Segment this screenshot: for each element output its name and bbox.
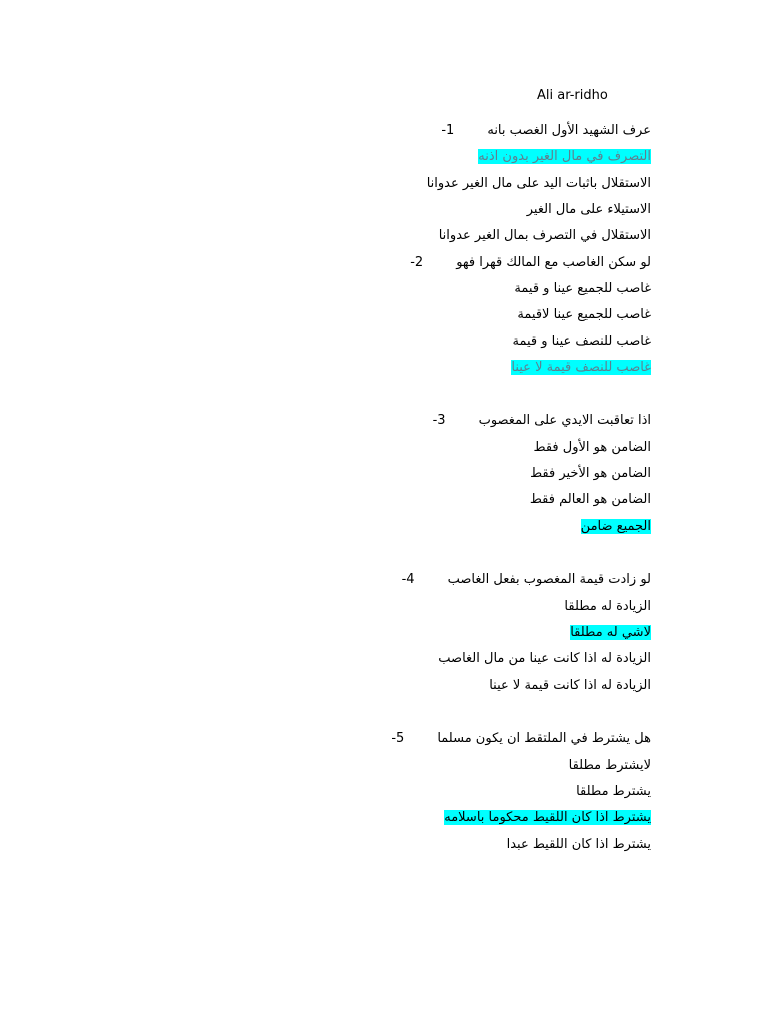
answer-option [527,201,651,218]
answer-text: الضامن هو العالم فقط [529,492,651,507]
answer-option [570,624,651,641]
answer-option [444,809,651,826]
answer-text: الاستقلال في التصرف بمال الغير عدوانا [438,228,651,243]
question-text: اذا تعاقبت الايدي على المغصوب [478,413,651,428]
author-name: Ali ar-ridho [537,88,608,103]
answer-option [576,783,651,800]
highlighted-answer: يشترط اذا كان اللقيط محكوما باسلامه [444,810,651,825]
answer-text: يشترط مطلقا [576,784,651,799]
answer-text: يشترط اذا كان اللقيط عبدا [506,837,651,852]
answer-text: الزيادة له اذا كانت قيمة لا عينا [489,678,651,693]
answer-option [489,677,651,694]
question-number: -1 [441,123,455,138]
question-number: -5 [391,731,405,746]
question-text: عرف الشهيد الأول الغصب بانه [487,123,651,138]
answer-option [439,227,651,244]
answer-text: الضامن هو الأول فقط [533,440,651,455]
question-number: -2 [410,255,424,270]
question-5 [391,730,651,747]
answer-option [514,280,651,297]
answer-option [581,518,651,535]
highlighted-answer: التصرف في مال الغير بدون اذنه [478,149,651,164]
answer-option [517,306,651,323]
answer-text: الضامن هو الأخير فقط [530,466,651,481]
question-4 [402,571,651,588]
answer-option [438,650,651,667]
question-3 [433,412,651,429]
highlighted-answer: غاصب للنصف قيمة لا عينا [511,360,651,375]
answer-option [530,491,651,508]
answer-option [569,757,651,774]
question-text: هل يشترط في الملتقط ان يكون مسلما [437,731,651,746]
highlighted-answer: لاشي له مطلقا [570,625,651,640]
question-text: لو سكن الغاصب مع المالك قهرا فهو [456,255,651,270]
answer-option [530,465,651,482]
question-text: لو زادت قيمة المغصوب بفعل الغاصب [447,572,651,587]
answer-text: الاستيلاء على مال الغير [526,202,651,217]
answer-text: غاصب للجميع عينا و قيمة [514,281,651,296]
answer-option [478,148,651,165]
answer-text: غاصب للجميع عينا لاقيمة [517,307,651,322]
question-2 [410,254,651,271]
question-number: -3 [432,413,446,428]
answer-option [564,598,651,615]
answer-option [513,333,651,350]
answer-option [427,175,651,192]
answer-text: الاستقلال باثبات اليد على مال الغير عدوانا [426,176,651,191]
answer-text: الزيادة له مطلقا [564,599,651,614]
answer-text: غاصب للنصف عينا و قيمة [512,334,651,349]
answer-option [533,439,651,456]
answer-option [507,836,651,853]
highlighted-answer: الجميع ضامن [580,519,651,534]
answer-text: لايشترط مطلقا [568,758,651,773]
answer-text: الزيادة له اذا كانت عينا من مال الغاصب [438,651,651,666]
answer-option [511,359,651,376]
question-1 [441,122,651,139]
question-number: -4 [401,572,415,587]
